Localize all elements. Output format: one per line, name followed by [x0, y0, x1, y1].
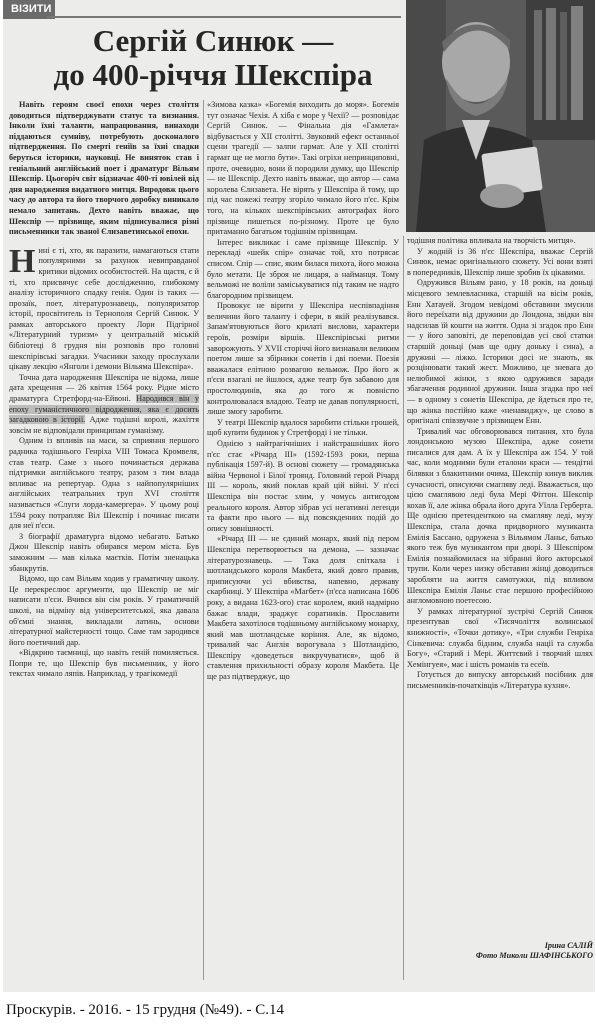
body-paragraph: Готується до випуску авторський посібник для письменників-початківців «Література кухня».	[407, 670, 593, 690]
body-paragraph: У рамках літературної зустрічі Сергій Синюк презентував свої «Тисячоліття волинської книжності», «Точки дотику», «Три служби Генріха Сінкевича: служба бідним, служба нації та служба Богу», «Старий і Мері. Життєвий і творчий шлях Хемінгуея», має і шість романів та есеїв.	[407, 606, 593, 669]
headline-line-1: Сергій Синюк —	[92, 23, 334, 58]
body-paragraph: З біографії драматурга відомо небагато. Батько Джон Шекспір навіть обирався мером міста. Був заможним — мав кілька маєтків. Потім зненацька збанкрутів.	[9, 531, 199, 573]
body-paragraph: Однією з найтрагічніших і найстрашніших його п'єс стає «Річард III» (1592-1593 роки, перша публікація 1597-й). В основі сюжету — громадянська війна Червоної і Білої троянд. Головний герой Річард III — король, який поклав край цій війні. У п'єсі Шекспіра він постає злим, у чомусь антигодом реального короля. Автор зібрав усі негативні легенди та факти про нього — від повсякденних подій до опису зовнішності.	[207, 439, 399, 533]
column-divider	[403, 236, 404, 980]
portrait-image	[406, 0, 595, 232]
column-divider	[203, 100, 204, 980]
body-paragraph: тодішня політика впливала на творчість митця».	[407, 236, 576, 245]
headline-line-2: до 400-річчя Шекспіра	[53, 57, 373, 92]
body-text: ині є ті, хто, як паразити, намагаються стати популярними за рахунок невиправданої критики відомих особистостей. На щастя, є й ті, хто присвячує себе дослідженню, глибокому аналізу історичного спадку генія. Один із таких — прозаїк, поет, літературознавець, популяризатор історії, просвітитель із Тернополя Сергій Синюк. У рамках авторського проекту Лори Підгірної «Літературний туризм» у центральній міській бібліотеці 8 грудня він розповів про головні шекспірівські загадки. Учасники заходу прослухали цікаву лекцію «Янголи і демони Вільяма Шекспіра».	[9, 245, 199, 372]
body-paragraph: Провокує не вірити у Шекспіра неспівпадіння величини його таланту і сфери, в якій реалізувався. Запам'ятовуються його крилаті вислови, характери героїв, розміри віршів. Шекспірівські ритми заворожують. У XVII сторіччі його визнавали великим поетом лише за збірники сонетів і дві поеми. Поезія вважалася елітною розвагою вельмож. Про його ж п'єси взагалі не йшлося, адже театр був забавою для простолюдинів, яка до того ж повністю контролювалася владою. Театр не давав популярності, лише змогу заробити.	[207, 301, 399, 417]
photo-credit: Фото Миколи ШАФІНСЬКОГО	[475, 951, 593, 960]
body-paragraph	[9, 373, 199, 437]
portrait-photo	[406, 0, 595, 232]
body-paragraph: Одним із впливів на маси, за сприяння першого радника тодішнього Генріха VIII Томаса Кромвеля, став театр. Саме з нього починається держава підтримки англійського театру, разом з тим влада впливає на репертуар. Одна з найпопулярніших англійських театральних труп XVI століття називається «Слуги лорда-камергера». У цьому році 1594 року потрапляє Віл Шекспір і починає писати для неї п'єси.	[9, 436, 199, 531]
lead-paragraph: Навіть героям своєї епохи через століття доводиться підтверджувати статус та визнання. Інколи їхні таланти, напрацювання, винаходи піддаються сумніву, потребують досконалого підтвердження. По смерті геніїв за їхні спадки беруться історики, науковці. Не виняток став і геніальний англійський поет і драматург Вільям Шекспір. Цьогоріч світ відзначає 400-ті ювілей від дня народження видатного митця. Впродовж цього часу до автора та його творчого доробку виникало немало запитань. Дехто навіть вважає, що Шекспір — прізвище, яким підписувалися різні письменники так званої Єлизаветинської епохи.	[9, 100, 199, 237]
source-citation: Проскурів. - 2016. - 15 грудня (№49). - С.14	[6, 1002, 285, 1018]
body-paragraph: «Відкрию таємниці, що навіть геній помиляється. Попри те, що Шекспір був письменник, у його текстах чимало ляпів. Наприклад, у трагікомедії	[9, 648, 199, 679]
body-paragraph: «Зимова казка» «Богемія виходить до моря». Богемія тут означає Чехія. А хіба є море у Чехії? — розповідає Сергій Синюк. — Фінальна дія «Гамлета» відбувається у XII столітті. Звуковий ефект останньої сцени трагедії — залпи гармат. Але у XII столітті гармат ще не могло бути». Такі огріхи непринциповні, проте, очевидно, вони й породили думку, що Шекспір — не Шекспір. Дехто навіть вважає, що автор — сама королева Єлизавета. Не вірять у Шекспіра й тому, що під час пожежі театру згоріло чимало його п'єс. Крім того, на кількох шекспірівських автографах його прізвище пишеться по-різному. Проте це було притаманно багатьом тодішнім прізвищам.	[207, 100, 399, 237]
rubric-label: ВІЗИТИ	[3, 0, 55, 19]
column-3	[407, 236, 593, 940]
rubric-rule	[47, 16, 401, 18]
author-byline: Ірина САЛІЙ	[544, 941, 593, 950]
body-paragraph: У жодній із 36 п'єс Шекспіра, вважає Сергій Синюк, немає оригінального сюжету. Усі вони взяті в попередників, Шекспір лише зробив їх цікавими.	[407, 246, 593, 277]
headline	[23, 24, 403, 92]
newspaper-clipping	[3, 0, 595, 992]
body-paragraph: Одружився Вільям рано, у 18 років, на доньці місцевого землевласника, старшій на вісім років, Енн Хатауей. Згодом невідомі обставини змусили його переїхати від дружини до Лондона, звідки він надсилав їй кошти на життя. Одна зі згадок про Енн — у його заповіті, де переповідав усі свої статки старшій доньці (мав ще одну доньку і сина), а дружині — ліжко. Історики досі не знають, як розцінювати такий жест. Можливо, це зневага до нелюбимої жінки, з якою одружився заради збагачення родинної дружини. Інша згадка про неї — в одному з сонетів Шекспіра, де йдеться про те, що жінка постійно каже «ненавиджу», це слово в оригіналі співзвучне з прізвищем Енн.	[407, 278, 593, 426]
body-paragraph: Відомо, що сам Вільям ходив у граматичну школу. Це перекреслює аргументи, що Шекспір не міг написати п'єси. Вчився він сім років. У граматичній школі, на відміну від університетської, яка давала об'ємні знання, викладали латинь, основи літературної майстерності тощо. Саме там зародився його поетичний дар.	[9, 574, 199, 647]
body-paragraph	[9, 242, 199, 373]
body-text: Адже тодішні королі, жахіття зовсім не відповідали принципам гуманізму.	[9, 415, 199, 435]
body-paragraph: «Річард III — не єдиний монарх, який під пером Шекспіра перетворюється на демона, — зазначає літературознавець. — Така доля спіткала і шотландського короля Макбета, який довго правив, приписуючи усі вбивства, напевно, державу скарбниці. У Шекспіра «Магбет» (п'єса написана 1606 року, а видана 1623-ого) стає королем, який надмірно бажає влади, зраджує соратників. Прославити Макбета захотілося тодішньому англійському монарху, який мав шотландське коріння. Але, як відомо, тривалий час Англія ворогувала з Шотландією, Шекспіру «доведеться викручуватися», щоб й ставлення прихильності образу короля Макбета. Це ще раз підтверджує, що	[207, 534, 399, 682]
column-1	[9, 100, 199, 978]
body-text: Точна дата народження Шекспіра не відома, лише дата хрещення — 26 квітня 1564 року. Рідне місто драматурга Стретфорд-на-Ейвоні.	[9, 372, 199, 404]
drop-cap: Н	[9, 242, 36, 280]
body-paragraph: У театрі Шекспір вдалося заробити стільки грошей, щоб купити будинок у Стретфорді і не тільки.	[207, 417, 399, 438]
body-paragraph: Тривалий час обговорювався питання, хто була лондонською музою Шекспіра, адже сонети писалися для дам. А їх у Шекспіра аж 154. У той час, коли модними були еталони краси — тендітні білявки з блакитними очима, Шекспір кинув виклик сучасності, описуючи смагляву леді. Вважається, що цією смаглявою леді була Мері Фіттон. Шекспір кохав її, але жінка обрала його друга Уїлла Герберта. Ще однією претенденткою на смагляву леді, музу Шекспіра, стала дочка придворного музиканта Емілія Бассано, одружена з Вільямом Ланьє, батько якого теж був музикантом при дворі. З Шекспіром Емілія познайомилася на зібранні його акторської трупи. Коли через низку обставин жінці доводиться заробляти на життя самотужки, під впливом Шекспіра Емілія Ланьє стає першою професійною англомовною поетесою.	[407, 426, 593, 606]
column-2	[207, 100, 399, 978]
body-paragraph: Інтерес викликає і саме прізвище Шекспір. У перекладі «шейк спір» означає той, хто потрясає списом. Спір — спис, яким билася пихота, його можна було метати. Це зброя не лицаря, а найманця. Тому вельможі не воліли заміськуватися під таким не надто благородним прізвищем.	[207, 237, 399, 300]
highlighted-text: Народився він у епоху гуманістичного відродження, яка є досить загадковою в історії.	[9, 394, 199, 425]
